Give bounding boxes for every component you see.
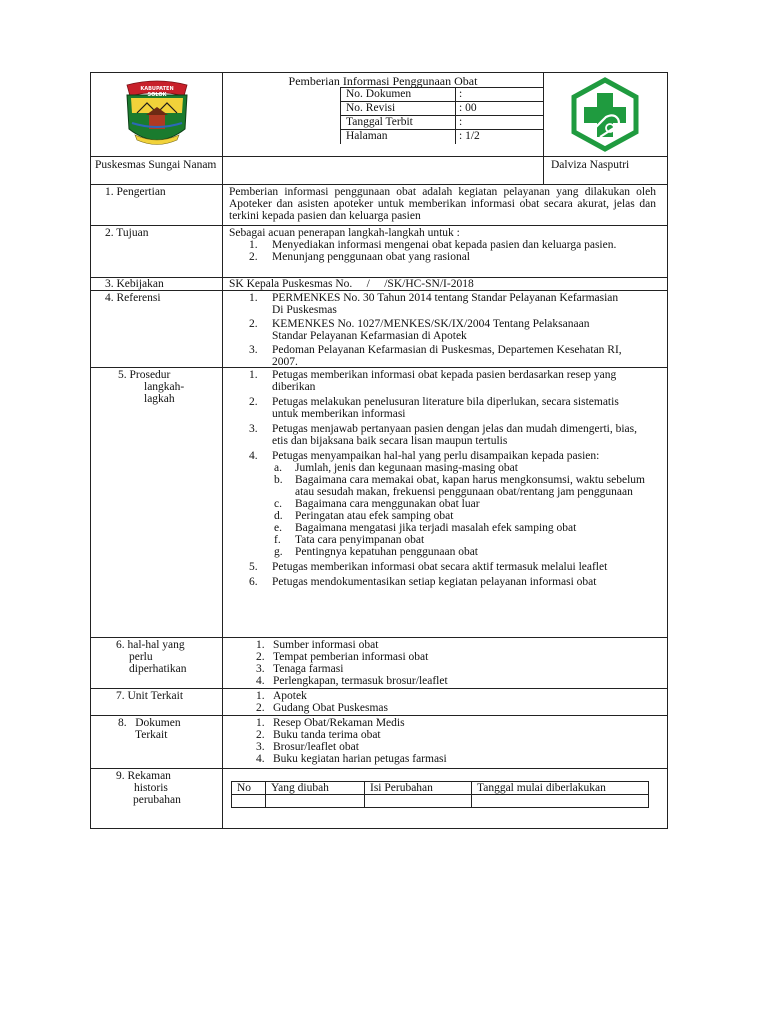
table-header-row — [232, 782, 649, 795]
list-item-text: Buku kegiatan harian petugas farmasi — [273, 753, 447, 765]
meta-value: : 00 — [455, 102, 477, 115]
list-item-text: Tenaga farmasi — [273, 663, 344, 675]
sub-item: d. Peringatan atau efek samping obat — [274, 510, 454, 522]
sub-item-text: Jumlah, jenis dan kegunaan masing-masing obat — [295, 462, 518, 474]
table-row — [232, 795, 649, 808]
meta-row — [341, 102, 544, 116]
section-prosedur — [91, 367, 667, 638]
list-item-text: Buku tanda terima obat — [273, 729, 381, 741]
list-item: 1. Sumber informasi obat — [256, 639, 379, 651]
list-item-text: Petugas menjawab pertanyaan pasien dengan jelas dan mudah dimengerti, bias, etis dan bijaksana baik secara lisan maupun tertulis — [272, 423, 638, 447]
list-item-text: Brosur/leaflet obat — [273, 741, 359, 753]
column-header: Tanggal mulai diberlakukan — [472, 782, 649, 795]
section-content — [223, 639, 667, 687]
sub-item: f. Tata cara penyimpanan obat — [274, 534, 425, 546]
table-cell — [365, 795, 472, 808]
section-content — [223, 690, 667, 714]
list-item-text: Sumber informasi obat — [273, 639, 379, 651]
list-item-text: PERMENKES No. 30 Tahun 2014 tentang Standar Pelayanan Kefarmasian Di Puskesmas — [272, 292, 619, 316]
meta-value: : — [455, 88, 462, 101]
section-text: Pemberian informasi penggunaan obat adalah kegiatan pelayanan yang dilakukan oleh Apoteker dan asisten apoteker untuk memberikan informasi obat secara akurat, jelas dan terkini kepada pasien dan keluarga pasien — [229, 186, 656, 222]
header-title-cell — [223, 73, 544, 156]
section-referensi — [91, 290, 667, 368]
sub-item-text: Bagaimana mengatasi jika terjadi masalah efek samping obat — [295, 522, 577, 534]
column-header: No — [232, 782, 266, 795]
list-item-text: Resep Obat/Rekaman Medis — [273, 717, 405, 729]
section-label-line: perlu — [129, 651, 153, 663]
section-label-line: historis — [134, 782, 168, 794]
list-item: 2. Tempat pemberian informasi obat — [256, 651, 429, 663]
meta-key: No. Revisi — [346, 102, 396, 114]
sub-item: b. Bagaimana cara memakai obat, kapan harus mengkonsumsi, waktu sebelum atau sesudah makan, frekuensi penggunaan obat/rentang jam penggunaan — [274, 474, 646, 498]
section-unit-terkait — [91, 688, 667, 716]
section-pengertian — [91, 184, 667, 226]
list-item: 2. Petugas melakukan penelusuran literature bila diperlukan, secara sistematis untuk memberikan informasi — [249, 396, 619, 420]
section-label: 1. Pengertian — [105, 186, 166, 198]
section-hal-hal — [91, 637, 667, 689]
list-item-text: Perlengkapan, termasuk brosur/leaflet — [273, 675, 448, 687]
section-dokumen-terkait — [91, 715, 667, 769]
list-item-text: Tempat pemberian informasi obat — [273, 651, 429, 663]
document-meta-table — [340, 87, 544, 144]
section-label: 2. Tujuan — [105, 227, 149, 239]
section-content — [223, 292, 667, 368]
section-label-line: 8. Dokumen — [118, 717, 181, 729]
list-item: 6. Petugas mendokumentasikan setiap kegiatan pelayanan informasi obat — [249, 576, 597, 588]
sub-item: g. Pentingnya kepatuhan penggunaan obat — [274, 546, 478, 558]
meta-row — [341, 116, 544, 130]
table-cell — [266, 795, 365, 808]
list-item: 1. Petugas memberikan informasi obat kepada pasien berdasarkan resep yang diberikan — [249, 369, 617, 393]
list-item: 1. Apotek — [256, 690, 307, 702]
list-item: 2. Buku tanda terima obat — [256, 729, 381, 741]
section-label — [91, 369, 222, 405]
sop-document — [90, 72, 668, 829]
section-content — [223, 227, 667, 263]
section-label-line: Terkait — [135, 729, 168, 741]
blank-cell — [222, 157, 544, 185]
list-item-text: Petugas memberikan informasi obat kepada pasien berdasarkan resep yang diberikan — [272, 369, 617, 393]
signer-name: Dalviza Nasputri — [551, 159, 630, 171]
section-label-line: 5. Prosedur — [118, 369, 171, 381]
list-item-text: Gudang Obat Puskesmas — [273, 702, 388, 714]
section-label — [91, 770, 222, 806]
sub-item-text: Bagaimana cara memakai obat, kapan harus mengkonsumsi, waktu sebelum atau sesudah makan, frekuensi penggunaan obat/rentang jam penggunaan — [295, 474, 646, 498]
section-label-line: 9. Rekaman — [116, 770, 171, 782]
list-item: 1. PERMENKES No. 30 Tahun 2014 tentang Standar Pelayanan Kefarmasian Di Puskesmas — [249, 292, 619, 316]
meta-key: Halaman — [346, 130, 388, 142]
list-item: 3. Tenaga farmasi — [256, 663, 344, 675]
section-content — [223, 369, 667, 588]
sub-item-text: Peringatan atau efek samping obat — [295, 510, 454, 522]
list-item-text: Pedoman Pelayanan Kefarmasian di Puskesmas, Departemen Kesehatan RI, 2007. — [272, 344, 622, 368]
sub-item: c. Bagaimana cara menggunakan obat luar — [274, 498, 480, 510]
puskesmas-name: Puskesmas Sungai Nanam — [95, 159, 217, 171]
section-label-line: lagkah — [144, 393, 175, 405]
header-subrow — [91, 156, 667, 185]
section-text: SK Kepala Puskesmas No. / /SK/HC-SN/I-2018 — [229, 278, 474, 290]
column-header: Isi Perubahan — [365, 782, 472, 795]
list-item: 4. Buku kegiatan harian petugas farmasi — [256, 753, 447, 765]
section-content — [223, 717, 667, 765]
list-item: 2. Menunjang penggunaan obat yang rasional — [249, 251, 470, 263]
list-item: 1. Resep Obat/Rekaman Medis — [256, 717, 405, 729]
meta-row — [341, 88, 544, 102]
list-item: 4. Petugas menyampaikan hal-hal yang perlu disampaikan kepada pasien: — [249, 450, 600, 462]
regency-logo-cell — [91, 73, 223, 156]
list-item: 1. Menyediakan informasi mengenai obat kepada pasien dan keluarga pasien. — [249, 239, 617, 251]
list-item: 4. Perlengkapan, termasuk brosur/leaflet — [256, 675, 448, 687]
section-label — [91, 639, 222, 675]
list-item-text: KEMENKES No. 1027/MENKES/SK/IX/2004 Tentang Pelaksanaan Standar Pelayanan Kefarmasian di Apotek — [272, 318, 590, 342]
list-item-text: Petugas memberikan informasi obat secara aktif termasuk melalui leaflet — [272, 561, 608, 573]
puskesmas-logo-cell — [544, 73, 667, 156]
list-item: 2. KEMENKES No. 1027/MENKES/SK/IX/2004 Tentang Pelaksanaan Standar Pelayanan Kefarmasian di Apotek — [249, 318, 590, 342]
list-item: 3. Brosur/leaflet obat — [256, 741, 359, 753]
list-item: 2. Gudang Obat Puskesmas — [256, 702, 388, 714]
list-item: 3. Petugas menjawab pertanyaan pasien dengan jelas dan mudah dimengerti, bias, etis dan bijaksana baik secara lisan maupun tertulis — [249, 423, 638, 447]
sub-item: a. Jumlah, jenis dan kegunaan masing-masing obat — [274, 462, 518, 474]
meta-value: : 1/2 — [455, 130, 480, 144]
document-title: Pemberian Informasi Penggunaan Obat — [288, 74, 478, 88]
section-label-line: 6. hal-hal yang — [116, 639, 185, 651]
column-header: Yang diubah — [266, 782, 365, 795]
list-item-text: Menunjang penggunaan obat yang rasional — [272, 251, 470, 263]
meta-value: : — [455, 116, 462, 129]
sub-item-text: Pentingnya kepatuhan penggunaan obat — [295, 546, 478, 558]
section-label: 7. Unit Terkait — [116, 690, 184, 702]
section-label — [91, 717, 222, 741]
logo-banner-text: KABUPATEN SOLOK — [140, 86, 174, 98]
section-label: 4. Referensi — [105, 292, 161, 304]
revision-history-table — [231, 781, 649, 808]
list-item: 3. Pedoman Pelayanan Kefarmasian di Puskesmas, Departemen Kesehatan RI, 2007. — [249, 344, 622, 368]
sub-item-text: Bagaimana cara menggunakan obat luar — [295, 498, 480, 510]
list-item-text: Menyediakan informasi mengenai obat kepada pasien dan keluarga pasien. — [272, 239, 617, 251]
table-cell — [232, 795, 266, 808]
section-label: 3. Kebijakan — [105, 278, 164, 290]
section-label-line: diperhatikan — [129, 663, 187, 675]
list-item-text: Petugas menyampaikan hal-hal yang perlu disampaikan kepada pasien: — [272, 450, 600, 462]
sub-item: e. Bagaimana mengatasi jika terjadi masalah efek samping obat — [274, 522, 577, 534]
section-tujuan — [91, 225, 667, 278]
meta-key: Tanggal Terbit — [346, 116, 413, 128]
puskesmas-logo-icon — [544, 73, 668, 156]
section-intro: Sebagai acuan penerapan langkah-langkah untuk : — [229, 227, 460, 239]
list-item-text: Petugas mendokumentasikan setiap kegiatan pelayanan informasi obat — [272, 576, 597, 588]
meta-row — [341, 130, 544, 144]
section-kebijakan — [91, 277, 667, 291]
section-rekaman-historis — [91, 768, 667, 829]
section-label-line: langkah- — [144, 381, 185, 393]
list-item: 5. Petugas memberikan informasi obat secara aktif termasuk melalui leaflet — [249, 561, 608, 573]
table-cell — [472, 795, 649, 808]
sub-item-text: Tata cara penyimpanan obat — [295, 534, 425, 546]
list-item-text: Petugas melakukan penelusuran literature bila diperlukan, secara sistematis untuk memberikan informasi — [272, 396, 619, 420]
list-item-text: Apotek — [273, 690, 307, 702]
meta-key: No. Dokumen — [346, 88, 412, 100]
section-label-line: perubahan — [133, 794, 181, 806]
